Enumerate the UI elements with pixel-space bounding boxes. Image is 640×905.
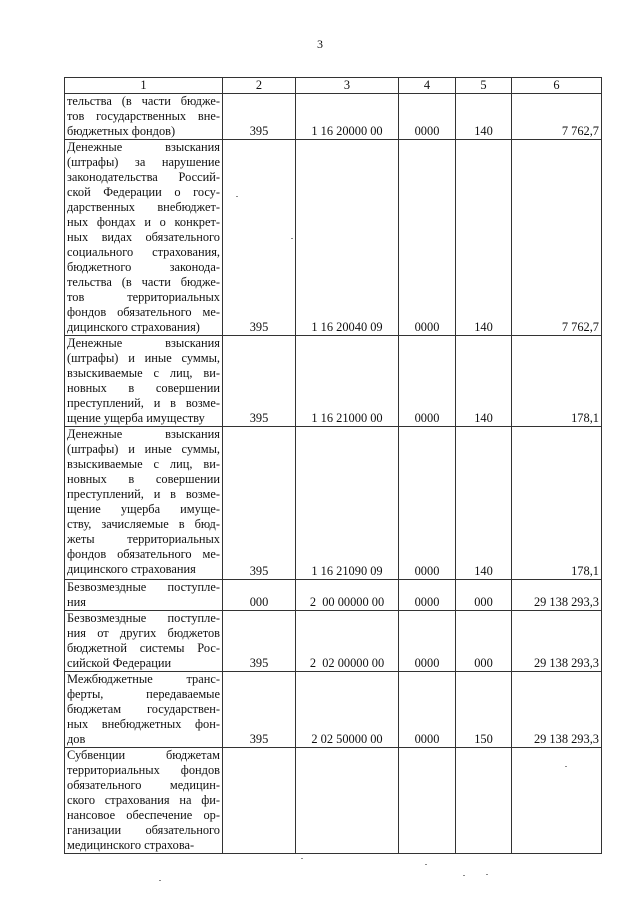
description-line: тов территориальных bbox=[67, 290, 220, 304]
table-row bbox=[65, 672, 602, 748]
admin-code-cell: 395 bbox=[223, 94, 296, 140]
row-description bbox=[65, 94, 223, 140]
admin-code-cell: 395 bbox=[223, 336, 296, 427]
kosgu-code-cell: 140 bbox=[456, 140, 512, 336]
description-line: бюджетного законода- bbox=[67, 260, 220, 274]
description-line: ферты, передаваемые bbox=[67, 687, 220, 701]
description-line: Безвозмездные поступле- bbox=[67, 580, 220, 594]
description-line: новных в совершении bbox=[67, 381, 220, 395]
amount-cell: 7 762,7 bbox=[512, 94, 602, 140]
kosgu-code-cell: 140 bbox=[456, 427, 512, 580]
description-line: ных фондах и о конкрет- bbox=[67, 215, 220, 229]
column-header: 6 bbox=[512, 78, 602, 94]
budget-code-cell: 2 00 00000 00 bbox=[296, 580, 399, 611]
amount-cell bbox=[512, 748, 602, 854]
column-header: 5 bbox=[456, 78, 512, 94]
description-line: дарственных внебюджет- bbox=[67, 200, 220, 214]
description-line: ния от других бюджетов bbox=[67, 626, 220, 640]
admin-code-cell: 395 bbox=[223, 427, 296, 580]
description-line: фондов обязательного ме- bbox=[67, 305, 220, 319]
scan-speck bbox=[425, 864, 427, 865]
column-header: 2 bbox=[223, 78, 296, 94]
description-line: Денежные взыскания bbox=[67, 140, 220, 154]
description-line: жеты территориальных bbox=[67, 532, 220, 546]
table-header-row bbox=[65, 78, 602, 94]
table-row bbox=[65, 140, 602, 336]
scan-speck bbox=[159, 880, 161, 881]
description-line: ных внебюджетных фон- bbox=[67, 717, 220, 731]
description-line: тов государственных вне- bbox=[67, 109, 220, 123]
column-header: 3 bbox=[296, 78, 399, 94]
amount-cell: 29 138 293,3 bbox=[512, 672, 602, 748]
description-line: Межбюджетные транс- bbox=[67, 672, 220, 686]
description-line: щение ущерба имуще- bbox=[67, 502, 220, 516]
admin-code-cell: 395 bbox=[223, 140, 296, 336]
column-header: 1 bbox=[65, 78, 223, 94]
description-line: медицинского страхова- bbox=[67, 838, 195, 852]
admin-code-cell bbox=[223, 748, 296, 854]
admin-code-cell: 395 bbox=[223, 611, 296, 672]
description-line: дицинского страхования bbox=[67, 562, 196, 576]
description-line: ской Федерации о госу- bbox=[67, 185, 220, 199]
table-row bbox=[65, 580, 602, 611]
admin-code-cell: 395 bbox=[223, 672, 296, 748]
program-code-cell: 0000 bbox=[399, 94, 456, 140]
description-line: Денежные взыскания bbox=[67, 336, 220, 350]
description-line: тельства (в части бюдже- bbox=[67, 94, 220, 108]
program-code-cell: 0000 bbox=[399, 672, 456, 748]
description-line: ных видах обязательного bbox=[67, 230, 220, 244]
program-code-cell: 0000 bbox=[399, 611, 456, 672]
description-line: взыскиваемые с лиц, ви- bbox=[67, 366, 220, 380]
revenue-table bbox=[64, 77, 602, 854]
description-line: дицинского страхования) bbox=[67, 320, 200, 334]
admin-code-cell: 000 bbox=[223, 580, 296, 611]
description-line: бюджетной системы Рос- bbox=[67, 641, 220, 655]
row-description bbox=[65, 140, 223, 336]
scan-speck bbox=[291, 238, 293, 239]
description-line: бюджетам государствен- bbox=[67, 702, 220, 716]
program-code-cell bbox=[399, 748, 456, 854]
amount-cell: 178,1 bbox=[512, 427, 602, 580]
kosgu-code-cell: 140 bbox=[456, 336, 512, 427]
description-line: щение ущерба имуществу bbox=[67, 411, 205, 425]
budget-code-cell: 1 16 20040 09 bbox=[296, 140, 399, 336]
budget-code-cell: 2 02 00000 00 bbox=[296, 611, 399, 672]
program-code-cell: 0000 bbox=[399, 427, 456, 580]
description-line: сийской Федерации bbox=[67, 656, 172, 670]
description-line: ского страхования на фи- bbox=[67, 793, 220, 807]
page-number: 3 bbox=[317, 37, 323, 51]
budget-code-cell bbox=[296, 748, 399, 854]
description-line: Денежные взыскания bbox=[67, 427, 220, 441]
description-line: (штрафы) за нарушение bbox=[67, 155, 220, 169]
program-code-cell: 0000 bbox=[399, 140, 456, 336]
scan-speck bbox=[565, 766, 567, 767]
amount-cell: 7 762,7 bbox=[512, 140, 602, 336]
description-line: Безвозмездные поступле- bbox=[67, 611, 220, 625]
scan-speck bbox=[486, 874, 488, 875]
description-line: бюджетных фондов) bbox=[67, 124, 176, 138]
row-description bbox=[65, 336, 223, 427]
scan-speck bbox=[236, 196, 238, 197]
kosgu-code-cell bbox=[456, 748, 512, 854]
table-row bbox=[65, 427, 602, 580]
description-line: дов bbox=[67, 732, 86, 746]
description-line: преступлений, и в возме- bbox=[67, 487, 220, 501]
budget-code-cell: 1 16 21090 09 bbox=[296, 427, 399, 580]
description-line: нансовое обеспечение ор- bbox=[67, 808, 220, 822]
amount-cell: 29 138 293,3 bbox=[512, 580, 602, 611]
program-code-cell: 0000 bbox=[399, 580, 456, 611]
description-line: ния bbox=[67, 595, 86, 609]
description-line: ству, зачисляемые в бюд- bbox=[67, 517, 220, 531]
description-line: (штрафы) и иные суммы, bbox=[67, 442, 220, 456]
description-line: обязательного медицин- bbox=[67, 778, 220, 792]
program-code-cell: 0000 bbox=[399, 336, 456, 427]
budget-code-cell: 1 16 20000 00 bbox=[296, 94, 399, 140]
kosgu-code-cell: 150 bbox=[456, 672, 512, 748]
description-line: фондов обязательного ме- bbox=[67, 547, 220, 561]
description-line: территориальных фондов bbox=[67, 763, 220, 777]
scan-speck bbox=[463, 875, 465, 876]
table-row bbox=[65, 336, 602, 427]
row-description bbox=[65, 748, 223, 854]
description-line: преступлений, и в возме- bbox=[67, 396, 220, 410]
description-line: социального страхования, bbox=[67, 245, 220, 259]
table-row bbox=[65, 94, 602, 140]
scan-speck bbox=[301, 858, 303, 859]
amount-cell: 29 138 293,3 bbox=[512, 611, 602, 672]
row-description bbox=[65, 427, 223, 580]
kosgu-code-cell: 000 bbox=[456, 611, 512, 672]
kosgu-code-cell: 140 bbox=[456, 94, 512, 140]
description-line: Субвенции бюджетам bbox=[67, 748, 220, 762]
row-description bbox=[65, 580, 223, 611]
description-line: взыскиваемые с лиц, ви- bbox=[67, 457, 220, 471]
table-row bbox=[65, 748, 602, 854]
row-description bbox=[65, 672, 223, 748]
kosgu-code-cell: 000 bbox=[456, 580, 512, 611]
description-line: (штрафы) и иные суммы, bbox=[67, 351, 220, 365]
amount-cell: 178,1 bbox=[512, 336, 602, 427]
row-description bbox=[65, 611, 223, 672]
description-line: тельства (в части бюдже- bbox=[67, 275, 220, 289]
budget-code-cell: 2 02 50000 00 bbox=[296, 672, 399, 748]
description-line: законодательства Россий- bbox=[67, 170, 220, 184]
description-line: ганизации обязательного bbox=[67, 823, 220, 837]
table-row bbox=[65, 611, 602, 672]
column-header: 4 bbox=[399, 78, 456, 94]
budget-code-cell: 1 16 21000 00 bbox=[296, 336, 399, 427]
description-line: новных в совершении bbox=[67, 472, 220, 486]
